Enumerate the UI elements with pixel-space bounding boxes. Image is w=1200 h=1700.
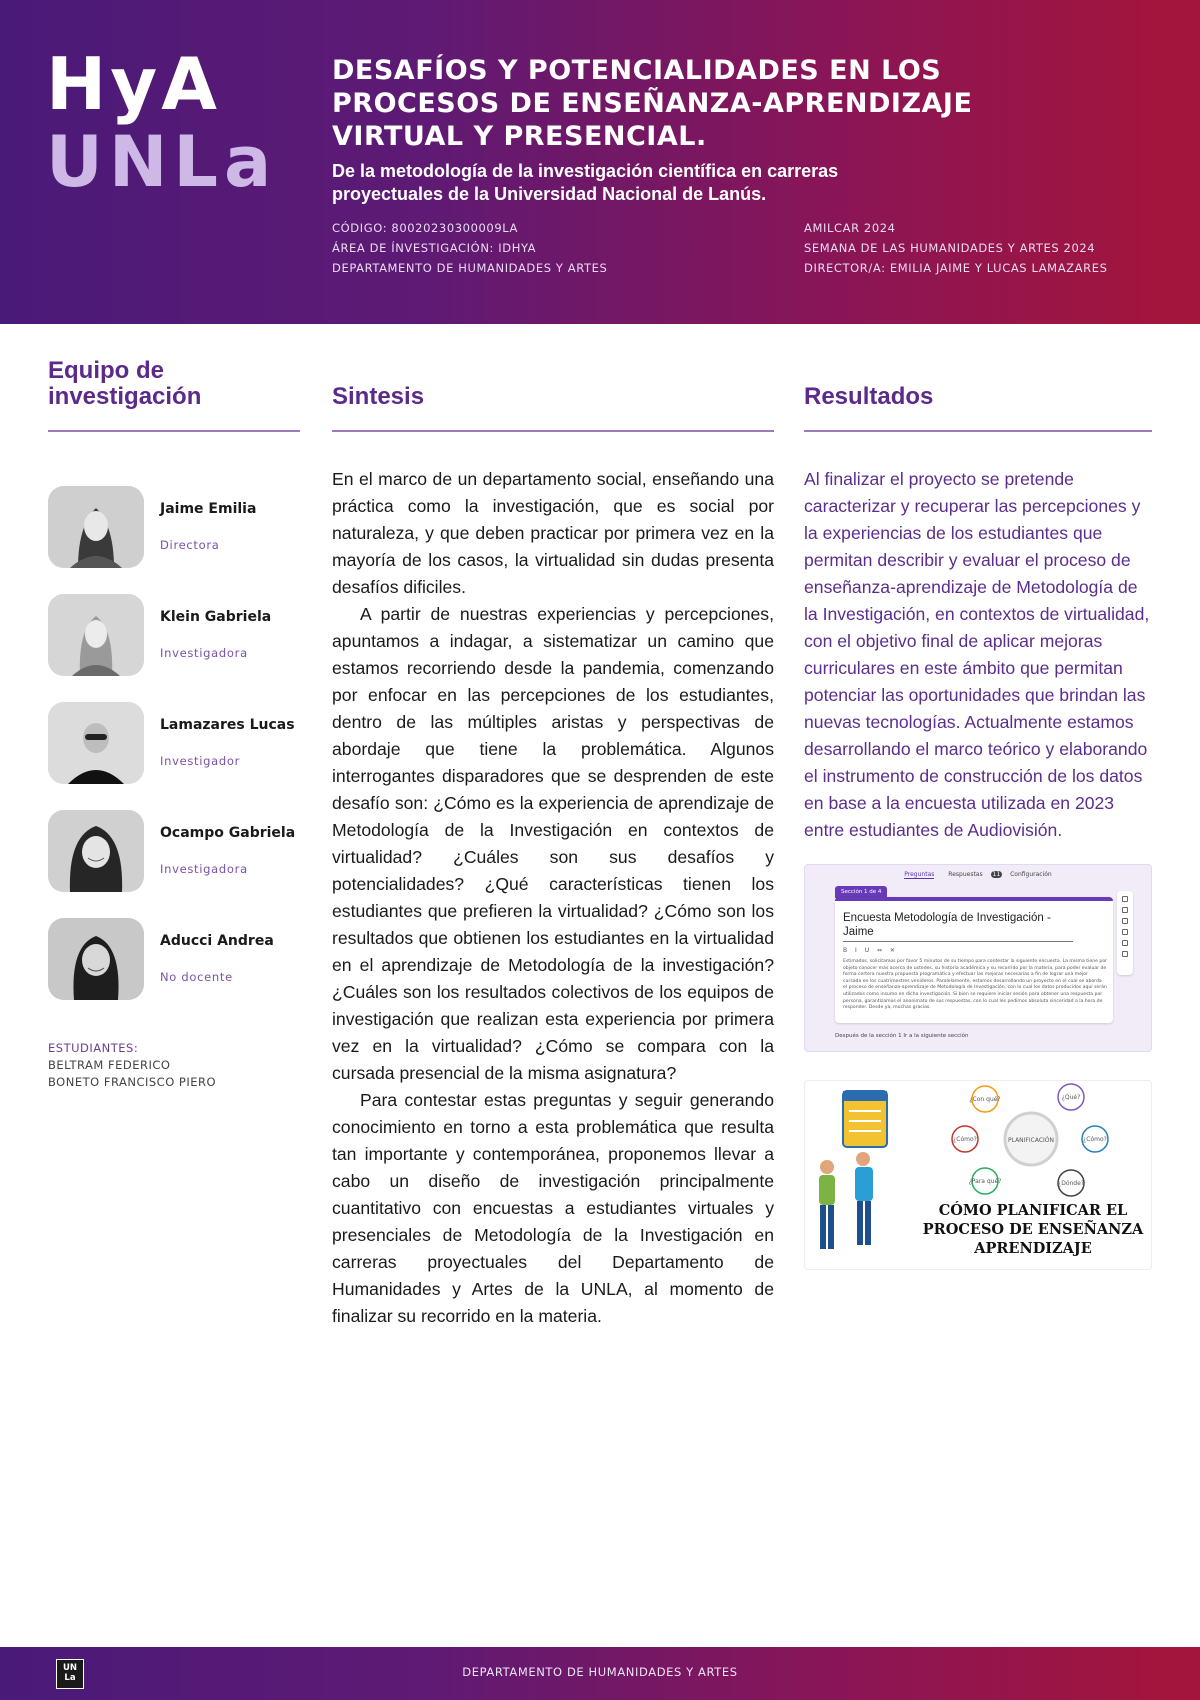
resultados-body: Al finalizar el proyecto se pretende caracterizar y recuperar las percepciones y la experiencias de los estudiantes que permitan describir y evaluar el proceso de enseñanza-aprendizaje de Metodología de la Investigación, en contextos de virtualidad, con el objetivo final de aplicar mejoras curriculares en este ámbito que permitan potenciar las oportunidades que brindan las nuevas tecnologías. Actualmente estamos desarrollando el marco teórico y elaborando el instrumento de construcción de los datos en base a la encuesta utilizada en 2023 entre estudiantes de Audiovisión. <box>804 469 1150 840</box>
form-tabs <box>805 871 1151 878</box>
meta-left <box>332 218 607 278</box>
team-heading: Equipo de investigación <box>48 357 202 410</box>
survey-form-screenshot <box>804 864 1152 1052</box>
resultados-heading: Resultados <box>804 383 934 410</box>
avatar <box>48 810 144 892</box>
form-description: Estimados, solicitamos por favor 5 minutos de su tiempo para contestar la siguiente encuesta. La misma tiene por objeto conocer más acerca de ustedes, su historia académica y su recorrido por la materia, para poder evaluar de forma certera nuestra propuesta programática y efectuar las mejoras necesarias a fin de lograr una mejor cursada en los cuatrimestres venideros. Paralelamente, estamos desarrollando un proyecto en el cual se aborda el proceso de enseñanza-aprendizaje de Metodología de Investigación, con lo cual los datos producidos aquí serán utilizados como insumo en dicha investigación. Si bien se requiere iniciar sesión para obtener una respuesta por persona, garantizamos el anonimato de sus respuestas, con lo cual les pedimos absoluta sinceridad a la hora de responder. Desde ya, muchas gracias. <box>843 959 1108 1011</box>
sintesis-paragraph: Para contestar estas preguntas y seguir generando conocimiento en torno a esta problemática que resulta tan importante y contemporánea, proponemos llevar a cabo un diseño de investigación principalmente cuantitativo con encuestas a estudiantes virtuales y presenciales de Metodología de la Investigación en carreras proyectuales del Departamento de Humanidades y Artes de la UNLA, al momento de finalizar su recorrido en la materia. <box>332 1090 774 1326</box>
planning-illustration <box>804 1080 1152 1270</box>
meta-codigo: CÓDIGO: 80020230300009LA <box>332 221 518 235</box>
planning-node: ¿Cómo? <box>1083 1136 1107 1143</box>
resultados-rule <box>804 430 1152 432</box>
student-name: BELTRAM FEDERICO <box>48 1058 171 1072</box>
form-tab: Preguntas <box>904 871 935 878</box>
member-role: Investigador <box>160 754 241 768</box>
sintesis-paragraph: En el marco de un departamento social, enseñando una práctica como la investigación, que es social por naturaleza, y que deben practicar por primera vez en la mayoría de los casos, la virtualidad sin dudas presenta desafíos dificiles. <box>332 469 774 597</box>
team-member <box>48 702 308 786</box>
meta-right <box>804 218 1107 278</box>
logo-unla: UNLa <box>46 121 278 203</box>
member-name: Klein Gabriela <box>160 609 272 625</box>
students-label: ESTUDIANTES: <box>48 1041 139 1055</box>
student-name: BONETO FRANCISCO PIERO <box>48 1075 217 1089</box>
planning-node: ¿Cómo? <box>953 1136 977 1143</box>
sintesis-paragraph: A partir de nuestras experiencias y percepciones, apuntamos a indagar, a sistematizar un camino que estamos recorriendo desde la pandemia, comenzando por enfocar en las percepciones de los estudiantes, dentro de las múltiples aristas y perspectivas de abordaje que tiene la problemática. Algunos interrogantes disparadores que se desprenden de este desafío son: ¿Cómo es la experiencia de aprendizaje de Metodología de la Investigación en contextos de virtualidad? ¿Cuáles son sus desafíos y potencialidades? ¿Qué características tienen los estudiantes que prefieren la virtualidad? ¿Cómo son los resultados que obtienen los estudiantes en la virtualidad en el aprendizaje de Metodología de la investigación? ¿Cuáles son los resultados colectivos de los equipos de investigación que realizan esta experiencia por primera vez en la virtualidad? ¿Cómo se compara con la cursada presencial de la misma asignatura? <box>332 604 774 1083</box>
planning-node: ¿Con qué? <box>969 1096 1001 1103</box>
meta-area: ÁREA DE ÍNVESTIGACIÓN: IDHYA <box>332 241 537 255</box>
member-name: Aducci Andrea <box>160 933 274 949</box>
form-card <box>835 897 1113 1023</box>
footer-unla-logo: UN La <box>56 1659 84 1689</box>
form-responses-count: 11 <box>992 871 1001 878</box>
meta-amilcar: AMILCAR 2024 <box>804 221 896 235</box>
planning-node: ¿Dónde? <box>1058 1180 1084 1187</box>
footer-text: DEPARTAMENTO DE HUMANIDADES Y ARTES <box>462 1665 738 1679</box>
students-block <box>48 1040 298 1091</box>
member-name: Ocampo Gabriela <box>160 825 296 841</box>
member-role: Investigadora <box>160 646 248 660</box>
member-name: Lamazares Lucas <box>160 717 295 733</box>
avatar <box>48 594 144 676</box>
team-member <box>48 810 308 894</box>
form-tab: Configuración <box>1010 871 1052 878</box>
poster-title: DESAFÍOS Y POTENCIALIDADES EN LOS PROCESOS DE ENSEÑANZA-APRENDIZAJE VIRTUAL Y PRESENCIAL. <box>332 55 973 152</box>
meta-departamento: DEPARTAMENTO DE HUMANIDADES Y ARTES <box>332 261 608 275</box>
form-side-toolbar <box>1117 891 1133 975</box>
team-member <box>48 918 308 1002</box>
avatar <box>48 486 144 568</box>
meta-semana: SEMANA DE LAS HUMANIDADES Y ARTES 2024 <box>804 241 1096 255</box>
member-role: Directora <box>160 538 220 552</box>
sintesis-body <box>332 466 774 1330</box>
planning-node: ¿Qué? <box>1061 1094 1081 1101</box>
form-tab: Respuestas <box>948 871 983 878</box>
team-rule <box>48 430 300 432</box>
avatar <box>48 702 144 784</box>
form-format-tools: B I U ⇔ ✕ <box>843 947 898 954</box>
planning-center-label: PLANIFICACIÓN <box>1007 1137 1055 1144</box>
form-title: Encuesta Metodología de Investigación - Jaime <box>843 911 1073 942</box>
team-member <box>48 594 308 678</box>
member-role: No docente <box>160 970 233 984</box>
meta-director: DIRECTOR/A: EMILIA JAIME Y LUCAS LAMAZARES <box>804 261 1108 275</box>
header-banner <box>0 0 1200 324</box>
logo-hya: HyA <box>46 42 221 126</box>
member-name: Jaime Emilia <box>160 501 257 517</box>
poster-subtitle: De la metodología de la investigación científica en carreras proyectuales de la Universidad Nacional de Lanús. <box>332 161 839 204</box>
sintesis-heading: Sintesis <box>332 383 425 410</box>
team-member <box>48 486 308 570</box>
form-section-footer: Después de la sección 1 Ir a la siguiente sección <box>835 1033 969 1039</box>
avatar <box>48 918 144 1000</box>
sintesis-rule <box>332 430 774 432</box>
planning-caption: CÓMO PLANIFICAR EL PROCESO DE ENSEÑANZA APRENDIZAJE <box>922 1202 1144 1257</box>
footer-banner <box>0 1647 1200 1700</box>
form-section-badge: Sección 1 de 4 <box>835 886 887 898</box>
planning-node: ¿Para qué? <box>968 1178 1002 1185</box>
member-role: Investigadora <box>160 862 248 876</box>
